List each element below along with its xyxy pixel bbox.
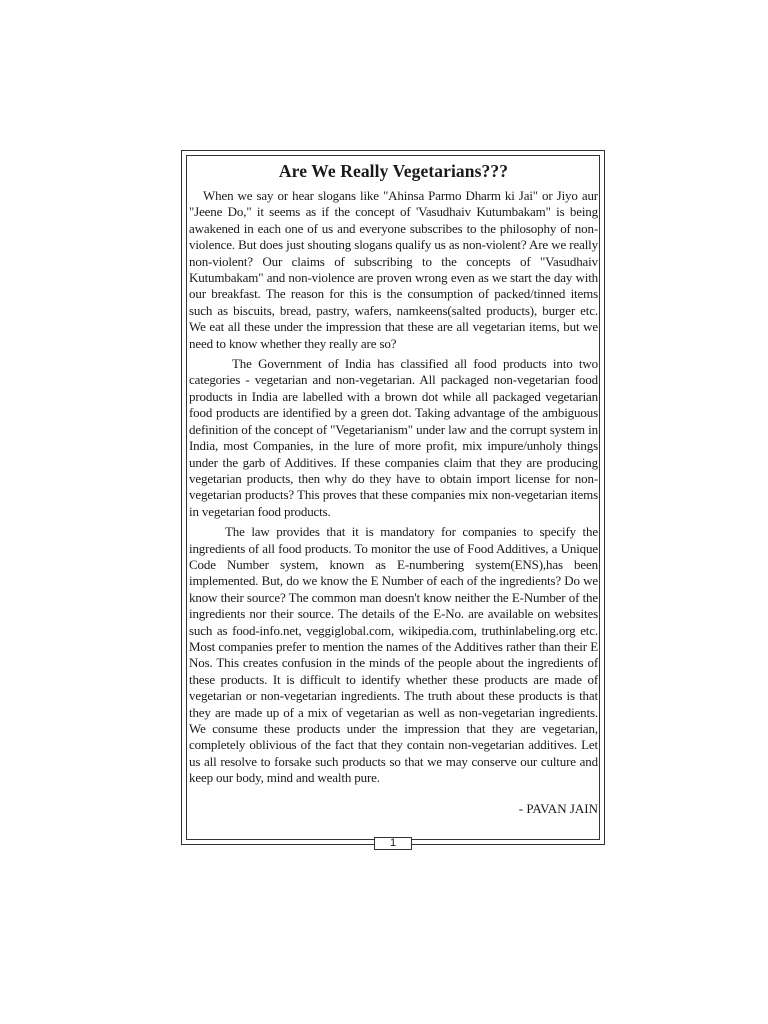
article-paragraph-2: The Government of India has classified all food products into two categories - vegetarian and non-vegetarian. All packaged non-vegetarian food products in India are labelled with a brown dot while all packaged vegetarian food products are identified by a green dot. Taking advantage of the ambiguous definition of the concept of "Vegetarianism" under law and the corrupt system in India, most Companies, in the lure of more profit, mix impure/unholy things under the garb of Additives. If these companies claim that they are producing vegetarian products, then why do they have to obtain import license for non-vegetarian products? This proves that these companies mix non-vegetarian items in vegetarian food products. (189, 356, 598, 519)
article (189, 160, 598, 817)
page-number: 1 (374, 837, 412, 850)
article-paragraph-1: When we say or hear slogans like "Ahinsa Parmo Dharm ki Jai" or Jiyo aur "Jeene Do," it seems as if the concept of 'Vasudhaiv Kutumbakam" is being awakened in each one of us and everyone subscribes to the philosophy of non-violence. But does just shouting slogans qualify us as non-violent? Are we really non-violent? Our claims of subscribing to the concepts of "Vasudhaiv Kutumbakam" and non-violence are proven wrong even as we start the day with our breakfast. The reason for this is the consumption of packed/tinned items such as biscuits, bread, pastry, wafers, namkeens(salted products), burger etc. We eat all these under the impression that these are all vegetarian items, but we need to know whether they really are so? (189, 188, 598, 351)
article-author: - PAVAN JAIN (518, 800, 598, 816)
article-title: Are We Really Vegetarians??? (278, 161, 509, 181)
article-paragraph-3: The law provides that it is mandatory for companies to specify the ingredients of all food products. To monitor the use of Food Additives, a Unique Code Number system, known as E-numbering system(ENS),has been implemented. But, do we know the E Number of each of the ingredients? Do we know their source? The common man doesn't know neither the E-Number of the ingredients nor their source. The details of the E-No. are available on websites such as food-info.net, veggiglobal.com, wikipedia.com, truthinlabeling.org etc. Most companies prefer to mention the names of the Additives rather than their E Nos. This creates confusion in the minds of the people about the ingredients of these products. It is difficult to identify whether these products are made of vegetarian or non-vegetarian ingredients. The truth about these products is that they are made up of a mix of vegetarian as well as non-vegetarian ingredients. We consume these products under the impression that they are vegetarian, completely oblivious of the fact that they contain non-vegetarian additives. Let us all resolve to forsake such products so that we may conserve our culture and keep our body, mind and wealth pure. (189, 524, 598, 786)
